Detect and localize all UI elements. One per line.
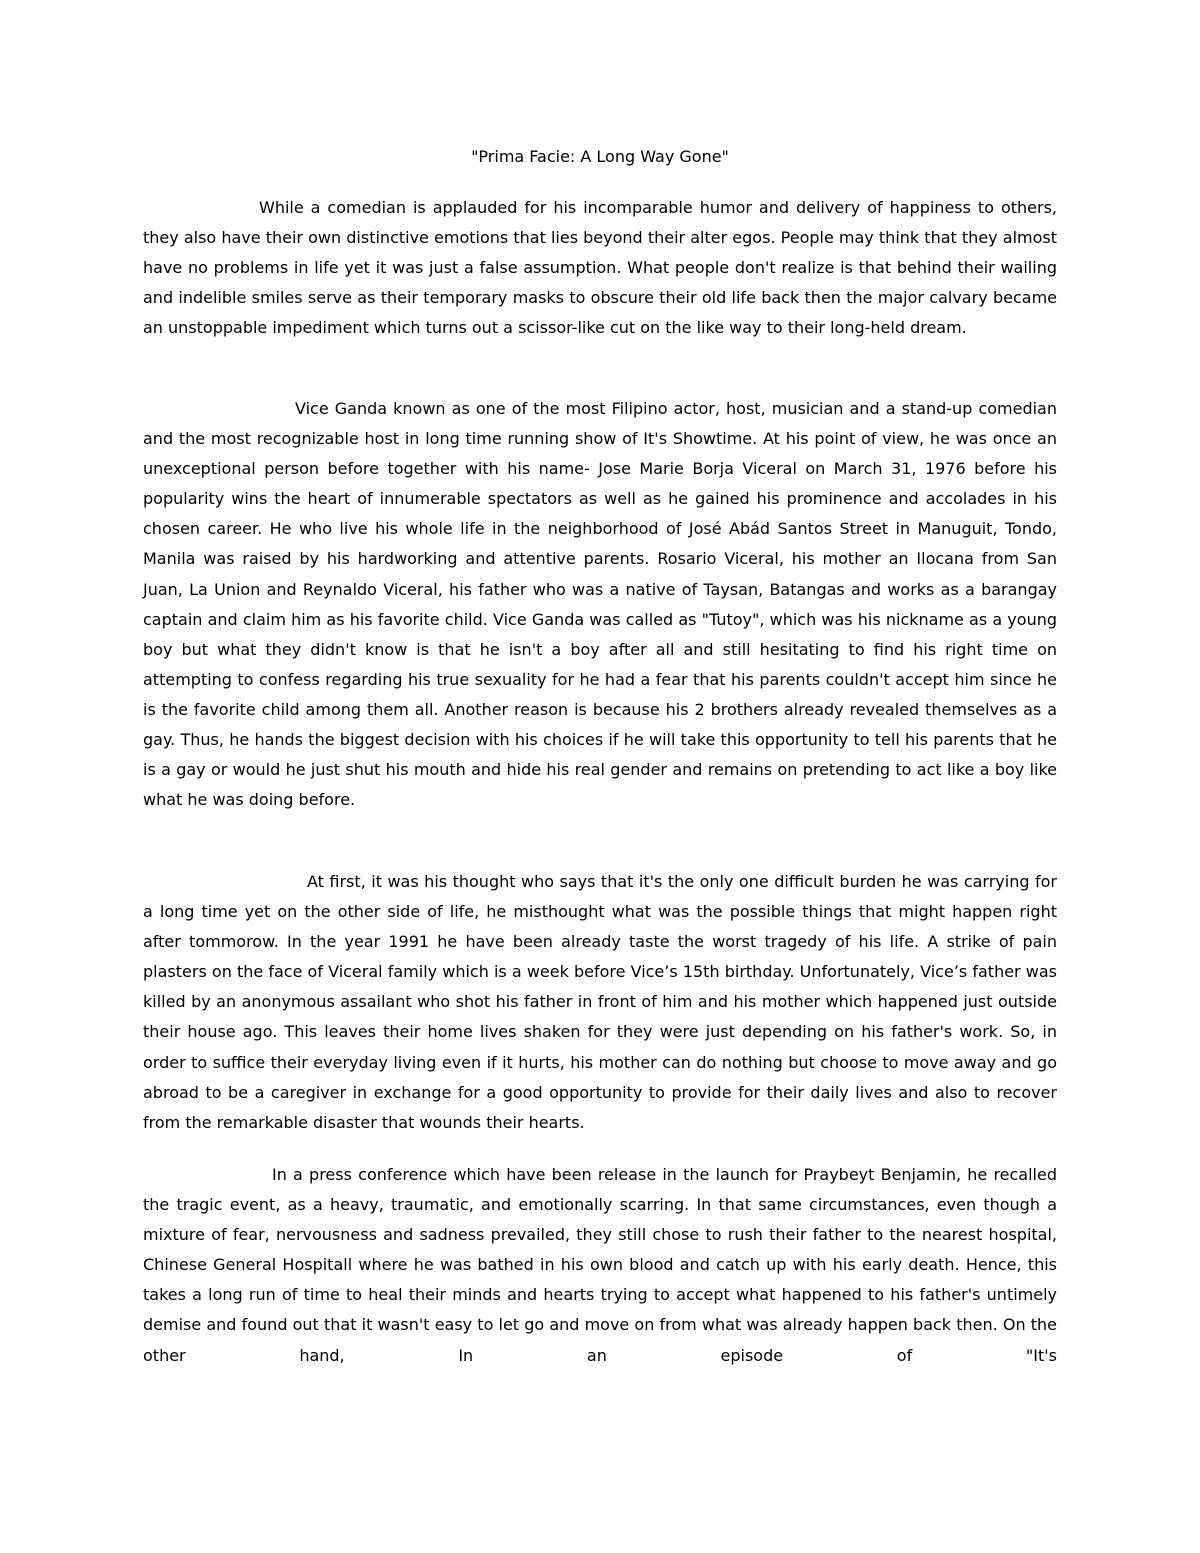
paragraph-4: In a press conference which have been release in the launch for Praybeyt Benjamin, he recalled the tragic event, as a heavy, traumatic, and emotionally scarring. In that same circumstances, even though a mixture of fear, nervousness and sadness prevailed, they still chose to rush their father to the nearest hospital, Chinese General Hospitall where he was bathed in his own blood and catch up with his early death. Hence, this takes a long run of time to heal their minds and hearts trying to accept what happened to his father's untimely demise and found out that it wasn't easy to let go and move on from what was already happen back then. On the other hand, In an episode of "It's [143,1165,1057,1365]
paragraph-3: At first, it was his thought who says that it's the only one difficult burden he was carrying for a long time yet on the other side of life, he misthought what was the possible things that might happen right after tommorow. In the year 1991 he have been already taste the worst tragedy of his life. A strike of pain plasters on the face of Viceral family which is a week before Vice’s 15th birthday. Unfortunately, Vice’s father was killed by an anonymous assailant who shot his father in front of him and his mother which happened just outside their house ago. This leaves their home lives shaken for they were just depending on his father's work. So, in order to suffice their everyday living even if it hurts, his mother can do nothing but choose to move away and go abroad to be a caregiver in exchange for a good opportunity to provide for their daily lives and also to recover from the remarkable disaster that wounds their hearts. [143,872,1057,1132]
paragraph-1: While a comedian is applauded for his incomparable humor and delivery of happiness to others, they also have their own distinctive emotions that lies beyond their alter egos. People may think that they almost have no problems in life yet it was just a false assumption. What people don't realize is that behind their wailing and indelible smiles serve as their temporary masks to obscure their old life back then the major calvary became an unstoppable impediment which turns out a scissor-like cut on the like way to their long-held dream. [143,198,1057,338]
essay-title: "Prima Facie: A Long Way Gone" [471,147,729,166]
paragraph-2: Vice Ganda known as one of the most Filipino actor, host, musician and a stand-up comedian and the most recognizable host in long time running show of It's Showtime. At his point of view, he was once an unexceptional person before together with his name- Jose Marie Borja Viceral on March 31, 1976 before his popularity wins the heart of innumerable spectators as well as he gained his prominence and accolades in his chosen career. He who live his whole life in the neighborhood of José Abád Santos Street in Manuguit, Tondo, Manila was raised by his hardworking and attentive parents. Rosario Viceral, his mother an Ilocana from San Juan, La Union and Reynaldo Viceral, his father who was a native of Taysan, Batangas and works as a barangay captain and claim him as his favorite child. Vice Ganda was called as "Tutoy", which was his nickname as a young boy but what they didn't know is that he isn't a boy after all and still hesitating to find his right time on attempting to confess regarding his true sexuality for he had a fear that his parents couldn't accept him since he is the favorite child among them all. Another reason is because his 2 brothers already revealed themselves as a gay. Thus, he hands the biggest decision with his choices if he will take this opportunity to tell his parents that he is a gay or would he just shut his mouth and hide his real gender and remains on pretending to act like a boy like what he was doing before. [143,399,1057,810]
